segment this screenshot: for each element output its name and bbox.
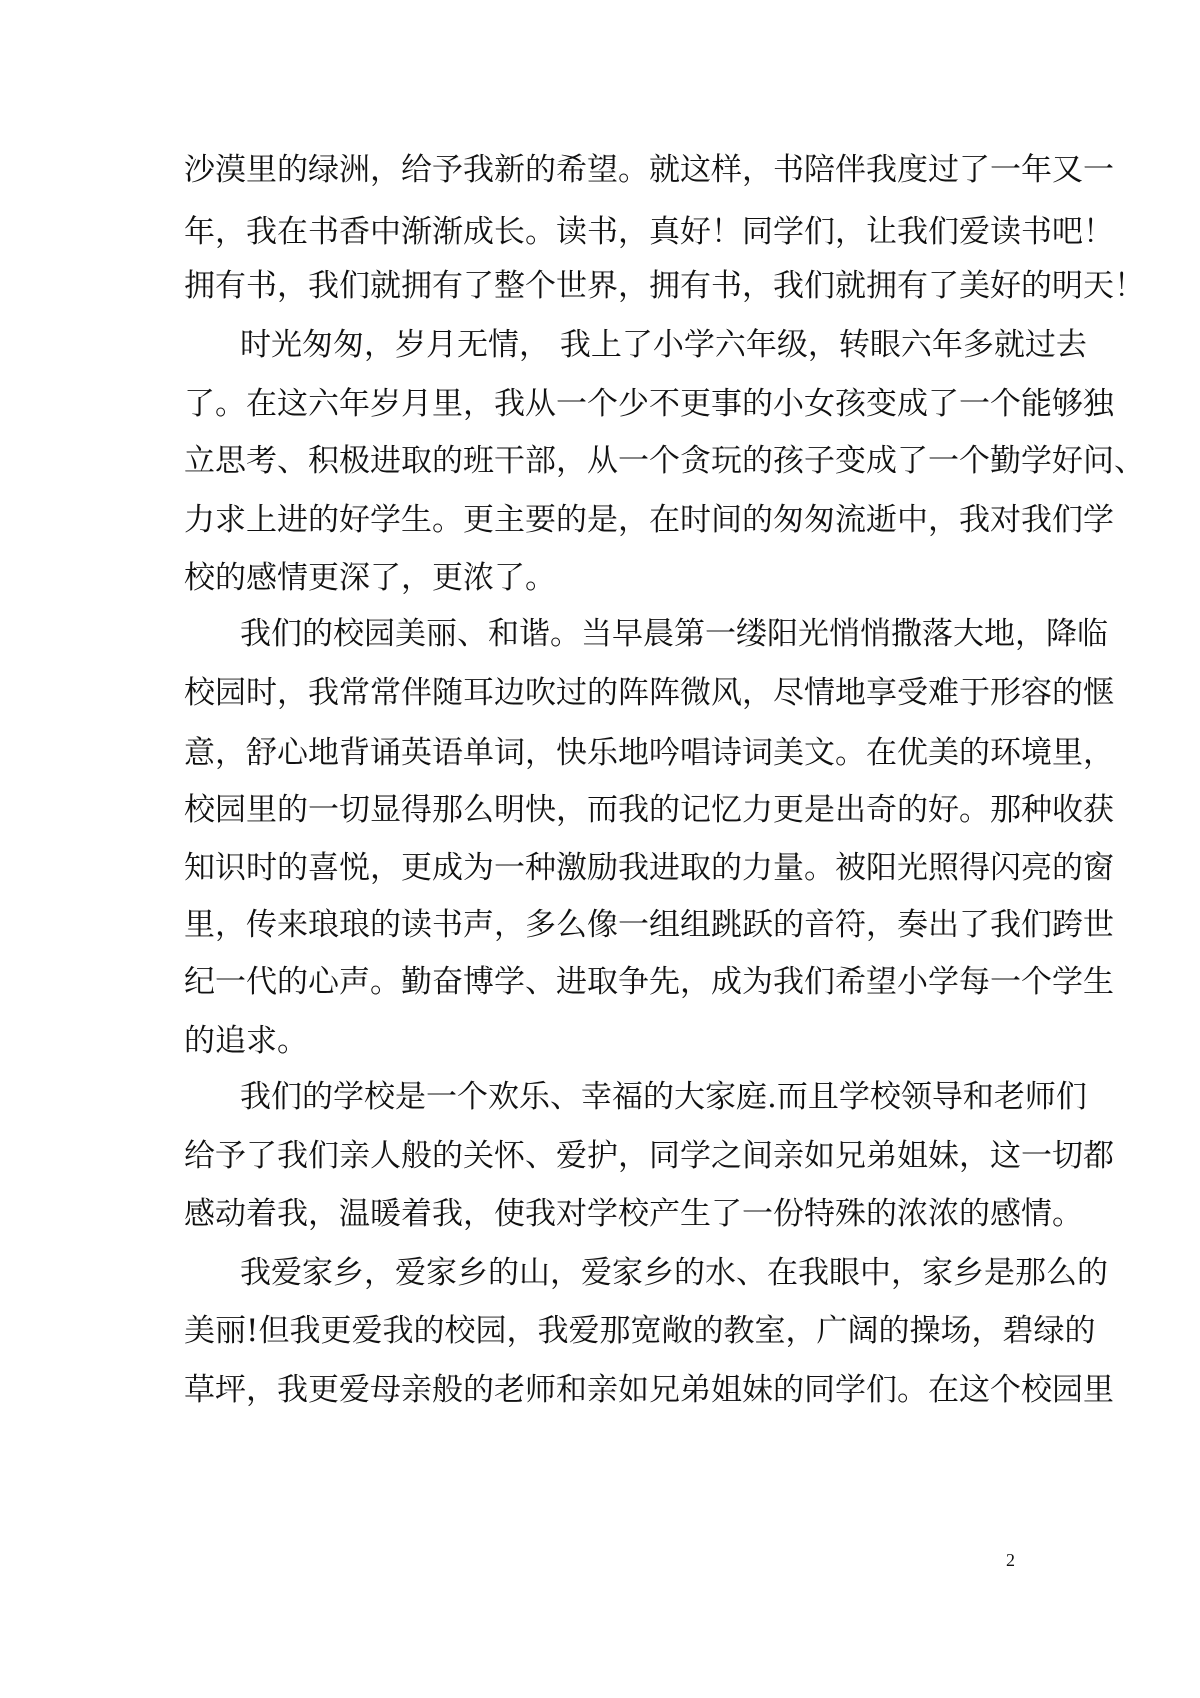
- text-line: 沙漠里的绿洲，给予我新的希望。就这样，书陪伴我度过了一年又一: [184, 152, 1114, 188]
- text-line: 立思考、积极进取的班干部，从一个贪玩的孩子变成了一个勤学好问、: [184, 443, 1145, 479]
- text-line: 力求上进的好学生。更主要的是，在时间的匆匆流逝中，我对我们学: [184, 502, 1114, 538]
- text-line: 我们的校园美丽、和谐。当早晨第一缕阳光悄悄撒落大地，降临: [240, 616, 1108, 652]
- text-line: 知识时的喜悦，更成为一种激励我进取的力量。被阳光照得闪亮的窗: [184, 850, 1114, 886]
- text-line: 校园里的一切显得那么明快，而我的记忆力更是出奇的好。那种收获: [184, 792, 1114, 828]
- text-line: 意，舒心地背诵英语单词，快乐地吟唱诗词美文。在优美的环境里，: [184, 735, 1114, 771]
- text-line: 我爱家乡，爱家乡的山，爱家乡的水、在我眼中，家乡是那么的: [240, 1255, 1108, 1291]
- text-line: 给予了我们亲人般的关怀、爱护，同学之间亲如兄弟姐妹，这一切都: [184, 1138, 1114, 1174]
- text-line: 草坪，我更爱母亲般的老师和亲如兄弟姐妹的同学们。在这个校园里: [184, 1372, 1114, 1408]
- text-line: 拥有书，我们就拥有了整个世界，拥有书，我们就拥有了美好的明天！: [184, 268, 1145, 304]
- text-line: 里，传来琅琅的读书声，多么像一组组跳跃的音符，奏出了我们跨世: [184, 907, 1114, 943]
- text-line: 美丽!但我更爱我的校园，我爱那宽敞的教室，广阔的操场，碧绿的: [184, 1313, 1096, 1349]
- text-line: 时光匆匆，岁月无情， 我上了小学六年级，转眼六年多就过去: [240, 327, 1087, 363]
- text-line: 感动着我，温暖着我，使我对学校产生了一份特殊的浓浓的感情。: [184, 1196, 1083, 1232]
- text-line: 了。在这六年岁月里，我从一个少不更事的小女孩变成了一个能够独: [184, 386, 1114, 422]
- text-line: 校的感情更深了，更浓了。: [184, 560, 556, 596]
- text-line: 纪一代的心声。勤奋博学、进取争先，成为我们希望小学每一个学生: [184, 964, 1114, 1000]
- page-number: 2: [1006, 1550, 1015, 1570]
- text-line: 我们的学校是一个欢乐、幸福的大家庭.而且学校领导和老师们: [240, 1079, 1087, 1115]
- text-line: 的追求。: [184, 1023, 308, 1059]
- text-line: 年，我在书香中渐渐成长。读书，真好！同学们，让我们爱读书吧！: [184, 214, 1114, 250]
- text-line: 校园时，我常常伴随耳边吹过的阵阵微风，尽情地享受难于形容的惬: [184, 675, 1114, 711]
